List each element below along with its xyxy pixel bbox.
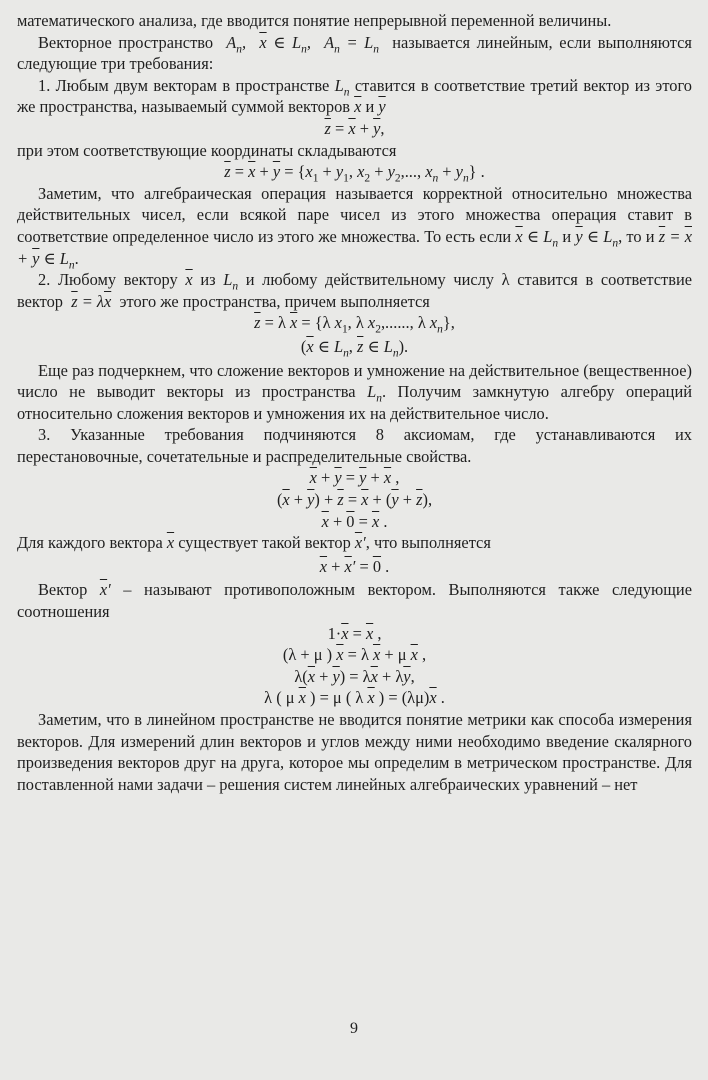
formula-zero-vector: $\overline{x} + 0 = \overline{x}$ . bbox=[321, 511, 388, 531]
paragraph-metric-remark: Заметим, что в линейном пространстве не вводится понятие метрики как способа измерения векторов. Для измерений длин векторов и углов между ними необходимо введение скалярного произведения векторов друг на друга, которое мы определим в метрическом пространстве. Для поставленной нами задачи – решения систем линейных алгебраических уравнений – нет bbox=[17, 710, 692, 794]
math-inline: $\overline{x}$ bbox=[354, 97, 362, 117]
page-number: 9 bbox=[350, 1020, 358, 1037]
formula-distributive-scalar: (λ + μ ) $\overline{x} = \lambda$ $\overline{x} + \mu$ $\overline{x}$ , bbox=[282, 645, 427, 665]
formula-commutative: $\overline{x} + \overline{y} = \overline{y} + \overline{x}$ , bbox=[309, 468, 400, 488]
paragraph-relations: Вектор $\overline{x}'$ – называют противоположным вектором. Выполняются также следующие соотношения bbox=[17, 580, 692, 622]
paragraph-coordinates: при этом соответствующие координаты складываются bbox=[17, 140, 397, 160]
math-inline: $\overline{y}$ bbox=[378, 97, 386, 117]
math-inline: $\overline{x}$ bbox=[166, 533, 175, 553]
formula-coordinates: $\overline{z} = \overline{x} + \overline{y} = \{x_1 + y_1$, $x_2 + y_2$,..., $x_n + y_n$} . bbox=[224, 162, 485, 185]
math-inline: $L_n$ bbox=[334, 75, 350, 99]
math-inline: $\overline{y}$ ∈ $L_n$ bbox=[575, 226, 619, 250]
formula-sum: $\overline{z} = \overline{x} + \overline{y}$, bbox=[324, 118, 385, 138]
paragraph-correctness: Заметим, что алгебраическая операция называется корректной относительно множества действительных чисел, если всякой паре чисел из этого множества операция ставит в соответствие определенное число из этого же множества. То есть если $\overline{x}$ ∈ $L_n$ и $\overline{y}$ ∈ $L_n$, то и $\overline{z} = \overline{x} + \overline{y}$ ∈ $L_n$. bbox=[17, 183, 692, 271]
formula-distributive-vector: $\lambda(\overline{x} + \overline{y}) = \lambda\overline{x} + \lambda\overline{y}$, bbox=[294, 666, 415, 686]
math-inline: $\overline{z} = \lambda\overline{x}$ bbox=[71, 291, 112, 311]
paragraph-requirement-1: 1. Любым двум векторам в пространстве $L_n$ ставится в соответствие третий вектор из этого же пространства, называемый суммой векторов $\overline{x}$ и $\overline{y}$ bbox=[17, 75, 692, 117]
formula-associative: $(\overline{x} + \overline{y}) + \overline{z} = \overline{x} + (\overline{y} + \overline{z})$, bbox=[276, 490, 433, 510]
paragraph-requirement-2: 2. Любому вектору $\overline{x}$ из $L_n$ и любому действительному числу λ ставится в соответствие вектор $\overline{z} = \lambda\overline{x}$ этого же пространства, причем выполняется bbox=[17, 270, 692, 311]
math-inline: $\overline{x}$ ∈ $L_n$ bbox=[515, 226, 559, 250]
paragraph-closure: Еще раз подчеркнем, что сложение векторов и умножение на действительное (вещественное) число не выводит векторы из пространства $L_n$. Получим замкнутую алгебру операций относительно сложения векторов и умножения их на действительное число. bbox=[17, 360, 692, 423]
math-inline: $L_n$ bbox=[367, 382, 382, 405]
math-inline: $\overline{z} = \overline{x} + \overline{y}$ ∈ $L_n$ bbox=[17, 226, 692, 271]
formula-opposite-sum: $\overline{x} + \overline{x}' = 0$ . bbox=[319, 556, 390, 576]
paragraph-opposite-vector: Для каждого вектора $\overline{x}$ существует такой вектор $\overline{x}'$, что выполняется bbox=[17, 533, 491, 553]
paragraph-intro: математического анализа, где вводится понятие непрерывной переменной величины. bbox=[17, 11, 612, 30]
paragraph-requirement-3: 3. Указанные требования подчиняются 8 аксиомам, где устанавливаются их перестановочные, сочетательные и распределительные свойства. bbox=[17, 425, 692, 466]
math-inline: $\overline{x}'$ bbox=[99, 580, 111, 600]
paragraph-definition: Векторное пространство $A_n$, $\overline{x}$ ∈ $L_n$, $A_n = L_n$ называется линейным, если выполняются следующие три требования: bbox=[17, 32, 692, 74]
formula-associative-scalar: λ ( μ $\overline{x}$ ) = μ ( λ $\overline{x}$ ) = $(\lambda\mu)\overline{x}$ . bbox=[264, 688, 445, 708]
formula-scalar-multiplication: $\overline{z} = \lambda$ $\overline{x} = \{\lambda$ $x_1$, λ $x_2$,......, λ $x_n$}, bbox=[254, 313, 455, 336]
formula-membership: ($\overline{x}$ ∈ $L_n$, $\overline{z}$ ∈ $L_n$). bbox=[300, 336, 409, 360]
math-inline: $\overline{x}'$ bbox=[354, 533, 366, 553]
math-inline: $A_n$, $\overline{x}$ ∈ $L_n$, $A_n = L_n$ bbox=[219, 32, 380, 55]
math-inline: $L_n$ bbox=[223, 270, 239, 293]
formula-unit: $1\cdot\overline{x} = \overline{x}$ , bbox=[327, 623, 382, 643]
math-inline: $\overline{x}$ bbox=[185, 270, 193, 290]
